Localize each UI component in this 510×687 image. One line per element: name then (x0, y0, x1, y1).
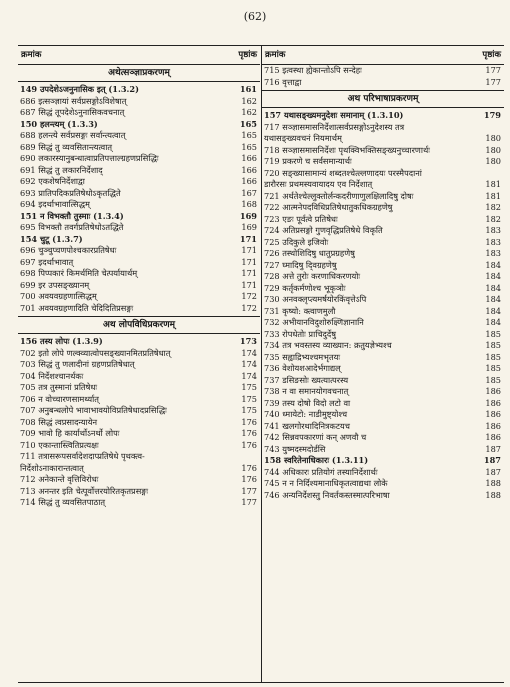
entry-text: 713 अनन्तर इति चेत्पूर्वोत्तरयोरितकृतप्रसङ्गः (20, 485, 149, 496)
entry-text: 720 सङ्ख्यासामान्यं शब्दतश्चेत्ल्लणादयः परस्मैपदानां (264, 167, 422, 178)
entry-text: 692 एकशेषनिर्देशाद्वा (20, 176, 85, 186)
vartika-entry (18, 382, 260, 394)
entry-page: 186 (485, 386, 501, 396)
vartika-entry (18, 348, 260, 360)
entry-page: 186 (485, 397, 501, 408)
vartika-entry (262, 271, 504, 283)
vartika-entry (18, 440, 260, 452)
entry-text: 696 चुञ्चुप्चणपोश्चकारप्रतिषेधः (20, 245, 117, 255)
entry-page: 171 (239, 233, 257, 244)
vartika-entry (18, 165, 260, 177)
entry-text: 741 खलगोरथादिनित्रकटयच (264, 420, 350, 431)
prishthank-header: पृष्ठांक (482, 50, 501, 60)
vartika-entry (262, 65, 504, 77)
vartika-entry (262, 478, 504, 490)
entry-page: 183 (485, 248, 501, 258)
entry-text: 710 एकान्तास्त्वितिप्रत्यक्षः (20, 439, 99, 450)
entry-page: 161 (239, 84, 257, 94)
vartika-entry (18, 222, 260, 234)
entry-page: 171 (241, 268, 257, 278)
sutra-entry (18, 211, 260, 223)
entry-page: 181 (485, 179, 501, 189)
entry-text: 717 सञ्ज्ञासमासनिर्देशात्सर्वप्रसङ्गोऽनुदेशस्य तत्र (264, 121, 405, 132)
entry-text: 729 कर्तृकर्मणोश्च भूकृञोः (264, 282, 346, 293)
entry-text: 154 चुटू (1.3.7) (20, 233, 83, 244)
entry-text: निर्देशोऽनाकारान्तत्वात् (20, 462, 84, 473)
vartika-entry (18, 199, 260, 211)
entry-page: 176 (241, 416, 257, 427)
entry-text: 702 इतो लोपे णल्क्व्यात्वोपसङ्ख्यानमितप्रतिषेधात् (20, 347, 171, 358)
entry-text: 712 अनेकान्ते वृत्तिविरोधः (20, 474, 99, 484)
vartika-entry (18, 497, 260, 509)
entry-page: 184 (485, 317, 501, 327)
section-heading: अथ लोपविधिप्रकरणम् (18, 316, 260, 334)
entry-page: 182 (485, 202, 501, 212)
entry-text: 718 सञ्ज्ञासमासनिर्देशः पृथक्विभक्तिसङ्ख्यनुच्चारणार्थः (264, 144, 430, 155)
entry-text: 716 वृत्ताद्वा (264, 76, 302, 87)
entry-text: 724 अतिप्रसङ्गो गुणवृद्धिप्रतिषेधे विकृति (264, 225, 383, 235)
entry-page: 168 (241, 199, 257, 209)
entry-page: 185 (485, 363, 501, 373)
vartika-entry (18, 107, 260, 119)
vartika-entry (18, 371, 260, 383)
entry-page: 188 (485, 478, 501, 488)
entry-page: 174 (241, 347, 257, 358)
entry-text: 699 इर उपसङ्ख्यानम् (20, 279, 90, 290)
vartika-entry (18, 303, 260, 315)
vartika-entry (18, 291, 260, 303)
entry-text: 150 हलन्त्यम् (1.3.3) (20, 118, 98, 129)
entry-text: 746 अन्यनिर्देशस्तु निवर्तकस्तस्मात्परिभाषा (264, 489, 390, 500)
entry-text: 735 सह्वाद्रिभ्यश्चमभृतयः (264, 351, 341, 362)
entry-page: 180 (485, 133, 501, 143)
entry-text: 704 निर्देशश्चानर्थकः (20, 370, 84, 381)
entry-text: 701 अवयवग्रहणादिति चेदिदितिप्रसङ्गः (20, 302, 134, 313)
vartika-entry (262, 352, 504, 364)
entry-page: 177 (485, 76, 501, 87)
entry-page: 180 (485, 156, 501, 166)
vartika-entry (18, 486, 260, 498)
sutra-entry (18, 336, 260, 348)
entry-page: 179 (483, 110, 501, 120)
entry-page: 175 (241, 382, 257, 392)
vartika-entry (18, 130, 260, 142)
entry-page: 166 (241, 164, 257, 175)
kramank-header: क्रमांक (265, 50, 286, 60)
vartika-entry (262, 340, 504, 352)
entry-page: 184 (485, 294, 501, 304)
entry-page: 172 (241, 291, 257, 301)
section-heading: अथेत्सञ्ज्ञाप्रकरणम् (18, 65, 260, 82)
vartika-entry (18, 280, 260, 292)
entry-text: 151 न विभक्तौ तुस्माः (1.3.4) (20, 210, 124, 221)
entry-page: 186 (485, 420, 501, 431)
entry-page: 176 (241, 428, 257, 438)
vartika-entry (262, 191, 504, 203)
entry-text: 726 तस्थोशिदिषु धातुप्रग्रहणेषु (264, 248, 355, 258)
entry-text: 738 न वा समानयोगवचनात् (264, 386, 349, 396)
entry-text: 722 आत्मनेपदविधिप्रतिषेधातुकधिकग्रहणेषु (264, 202, 393, 212)
vartika-entry (18, 268, 260, 280)
entry-text: 686 इत्सञ्ज्ञायां सर्वप्रसङ्गोऽविशेषात् (20, 95, 127, 106)
vartika-entry (262, 386, 504, 398)
left-column-header (18, 46, 260, 65)
entry-text: 719 प्रकरणे च सर्वसमान्यार्थः (264, 156, 352, 166)
entry-text: 736 वेशोयशआदेर्भगाद्यल् (264, 363, 341, 373)
entry-text: 732 अभीयानविदुशोरुक्ष्णिज्ञानानि (264, 317, 364, 327)
vartika-entry (262, 202, 504, 214)
entry-page: 172 (241, 302, 257, 313)
vartika-entry (18, 474, 260, 486)
entry-page: 165 (239, 118, 257, 129)
entry-text: 731 कृष्यो: क्त्वाणमुलौ (264, 305, 336, 316)
vartika-entry (262, 168, 504, 180)
entry-page: 188 (485, 489, 501, 500)
entry-text: 697 इदर्थाभावात् (20, 256, 74, 267)
entry-page: 184 (485, 305, 501, 316)
entry-page: 187 (485, 466, 501, 477)
vartika-entry (262, 214, 504, 226)
entry-text: 687 सिद्धं तूपदेशेऽनुनासिकवचनात् (20, 107, 125, 117)
vartika-entry (18, 405, 260, 417)
entry-page: 177 (241, 485, 257, 496)
entry-page: 176 (241, 474, 257, 484)
entry-text: 721 अर्थतेश्चेल्लुक्तोर्लन्कदरीणाणुलक्षिलादिषु दोषः (264, 190, 414, 201)
entry-text: 711 तत्रासरूपसर्वादेशदाप्प्रतिषेधे पृथक्त्व- (20, 451, 145, 461)
entry-page: 180 (485, 144, 501, 155)
sutra-entry (262, 110, 504, 122)
entry-text: 740 ध्मायेटो: नाडीमुष्ट्योश्च (264, 409, 348, 419)
entry-page: 175 (241, 393, 257, 404)
vartika-entry (262, 398, 504, 410)
entry-page: 174 (241, 370, 257, 381)
vartika-entry (18, 428, 260, 440)
entry-page: 171 (241, 245, 257, 255)
entry-page: 187 (485, 443, 501, 454)
entry-page: 162 (241, 107, 257, 117)
vartika-entry (262, 317, 504, 329)
kramank-header: क्रमांक (21, 50, 42, 60)
entry-text: 706 न वोच्चारणसामर्थ्यात् (20, 393, 99, 404)
vartika-entry (262, 409, 504, 421)
entry-text: 698 पिप्पकारं किमर्थमिति चेत्पर्यायार्थम् (20, 268, 138, 278)
entry-page: 184 (485, 282, 501, 293)
vartika-entry (262, 294, 504, 306)
entry-text: 708 सिद्धं त्वप्रसादन्यायेन (20, 416, 97, 427)
entry-page: 173 (239, 336, 257, 346)
entry-text: 737 डसिङसोः ख्यत्यात्परस्य (264, 374, 349, 385)
prishthank-header: पृष्ठांक (238, 50, 257, 60)
entry-page: 162 (241, 95, 257, 106)
entry-text: 703 सिद्धं तु णलादीनां ग्रहणप्रतिषेधात् (20, 359, 135, 369)
entry-text: 700 अवयवग्रहणात्सिद्धम् (20, 291, 97, 301)
vartika-entry (262, 283, 504, 295)
left-entries (18, 65, 260, 509)
entry-text: 688 हलन्त्ये सर्वप्रसङ्गः सर्वान्त्यत्वात् (20, 130, 126, 140)
vartika-entry (18, 417, 260, 429)
vartika-entry (18, 463, 260, 475)
vartika-entry (18, 359, 260, 371)
vartika-entry (262, 306, 504, 318)
sutra-entry (18, 119, 260, 131)
entry-page: 166 (241, 153, 257, 163)
entry-page: 182 (485, 213, 501, 224)
entry-text: 730 अनवक्लृप्त्यमर्षयोरकिंवृत्तेऽपि (264, 294, 367, 304)
entry-text: 695 विभक्तौ तवर्गप्रतिषेधोऽतद्धिते (20, 222, 124, 232)
left-column (18, 46, 260, 682)
vartika-entry (18, 394, 260, 406)
entry-text: 734 तत्र भवस्तस्य व्याख्यान: क्रतुयज्ञेभ्यश्च (264, 340, 392, 350)
vartika-entry (262, 467, 504, 479)
vartika-entry (262, 363, 504, 375)
entry-text: 728 अत्ते तुरोः करणाधिकरणयोः (264, 271, 361, 281)
entry-page: 185 (485, 374, 501, 385)
entry-page: 171 (241, 256, 257, 267)
vartika-entry (262, 225, 504, 237)
entry-page: 169 (239, 210, 257, 221)
entry-page: 165 (241, 141, 257, 152)
entry-page: 177 (241, 497, 257, 507)
right-column (262, 46, 504, 682)
entry-text: यथासङ्ख्यवचनं नियमार्थम् (264, 133, 342, 143)
entry-page: 185 (485, 328, 501, 339)
entry-text: 149 उपदेशेऽजनुनासिक इत् (1.3.2) (20, 84, 139, 94)
entry-text: 743 युष्मदस्मदोर्डसि (264, 443, 326, 454)
right-entries (262, 65, 504, 501)
entry-text: 739 तस्य दोषो विदो लटो वा (264, 397, 351, 408)
entry-text: 705 तत्र तुस्मानां प्रतिषेधः (20, 382, 98, 392)
vartika-entry (262, 237, 504, 249)
vartika-entry (262, 260, 504, 272)
vartika-entry (262, 179, 504, 191)
entry-page: 169 (241, 222, 257, 232)
right-column-header (262, 46, 504, 65)
vartika-entry (262, 444, 504, 456)
vartika-entry (262, 248, 504, 260)
entry-page: 166 (241, 176, 257, 186)
entry-text: 156 तस्य लोपः (1.3.9) (20, 336, 103, 346)
entry-text: डारौरसः प्रथमस्यवायादय एव निर्देशात् (264, 179, 373, 189)
entry-text: 742 सिन्नवपकारणां कन् अणवौ च (264, 432, 367, 442)
vartika-entry (262, 329, 504, 341)
vartika-entry (18, 188, 260, 200)
vartika-entry (262, 156, 504, 168)
entry-text: 744 अधिकारः प्रतियोगं तस्यानिर्देशार्थः (264, 466, 378, 477)
entry-page: 184 (485, 271, 501, 281)
entry-text: 733 रोपधेतोः प्राचिदुर्देषु (264, 328, 336, 339)
sutra-entry (18, 84, 260, 96)
vartika-entry (262, 145, 504, 157)
entry-page: 176 (241, 462, 257, 473)
entry-text: 725 उदिकुले इजिवोः (264, 236, 329, 247)
entry-text: 691 सिद्धं तु लकारनिर्देशाद् (20, 164, 103, 175)
vartika-entry (18, 176, 260, 188)
sutra-entry (262, 455, 504, 467)
section-heading: अथ परिभाषाप्रकरणम् (262, 90, 504, 108)
entry-page: 185 (485, 340, 501, 350)
vartika-entry (18, 96, 260, 108)
vartika-entry (262, 432, 504, 444)
entry-page: 171 (241, 279, 257, 290)
entry-text: 723 एङः पूर्वत्वे प्रतिषेधः (264, 213, 338, 224)
vartika-entry (262, 490, 504, 502)
entry-text: 745 न न निर्दिश्यमानाधिकृतत्वाद्यथा लोके (264, 478, 388, 488)
entry-page: 185 (485, 351, 501, 362)
entry-page: 186 (485, 432, 501, 442)
vartika-entry (262, 375, 504, 387)
vartika-entry (262, 77, 504, 89)
vartika-entry (18, 451, 260, 463)
entry-text: 157 यथासङ्ख्यमनुदेशः समानाम् (1.3.10) (264, 110, 404, 120)
entry-text: 714 सिद्धं तु व्यवसितपाठात् (20, 497, 106, 507)
entry-page: 183 (485, 236, 501, 247)
vartika-entry (18, 245, 260, 257)
entry-text: 707 अनुबन्धलोपे भावाभावयोविप्रतिषेधादप्रसिद्धिः (20, 405, 167, 415)
entry-page: 175 (241, 405, 257, 415)
entry-text: 689 सिद्धं तु व्यवसितान्त्यत्वात् (20, 141, 113, 152)
entry-page: 186 (485, 409, 501, 419)
vartika-entry (18, 257, 260, 269)
entry-page: 184 (485, 259, 501, 270)
entry-page: 167 (241, 187, 257, 198)
entry-page: 181 (485, 190, 501, 201)
entry-text: 693 प्रातिपदिकप्रतिषेधोऽकृतद्धिते (20, 187, 121, 198)
entry-text: 709 भावो हि कार्यार्थोऽनर्थो लोपः (20, 428, 120, 438)
page-number: (62) (243, 10, 267, 23)
vartika-entry (18, 142, 260, 154)
entry-page: 187 (483, 455, 501, 465)
entry-page: 183 (485, 225, 501, 235)
entry-page: 177 (485, 65, 501, 75)
vartika-entry (262, 421, 504, 433)
entry-text: 690 लकारस्यानुबन्धात्वाप्रतिपत्ताल्ग्रहणप्रसिद्धिः (20, 153, 159, 163)
entry-text: 158 स्वरितेनाधिकारः (1.3.11) (264, 455, 369, 465)
entry-text: 727 घ्मादिषु दि्वग्रहणेषु (264, 259, 337, 270)
sutra-entry (18, 234, 260, 246)
vartika-entry (262, 122, 504, 134)
entry-text: 694 इदर्थाभावात्सिद्धम् (20, 199, 90, 209)
entry-page: 165 (241, 130, 257, 140)
index-table (18, 45, 504, 683)
entry-page: 176 (241, 439, 257, 450)
entry-page: 174 (241, 359, 257, 369)
vartika-entry (18, 153, 260, 165)
entry-text: 715 इत्वस्था ह्येकान्तोऽपि सन्देहः (264, 65, 362, 75)
vartika-entry (262, 133, 504, 145)
